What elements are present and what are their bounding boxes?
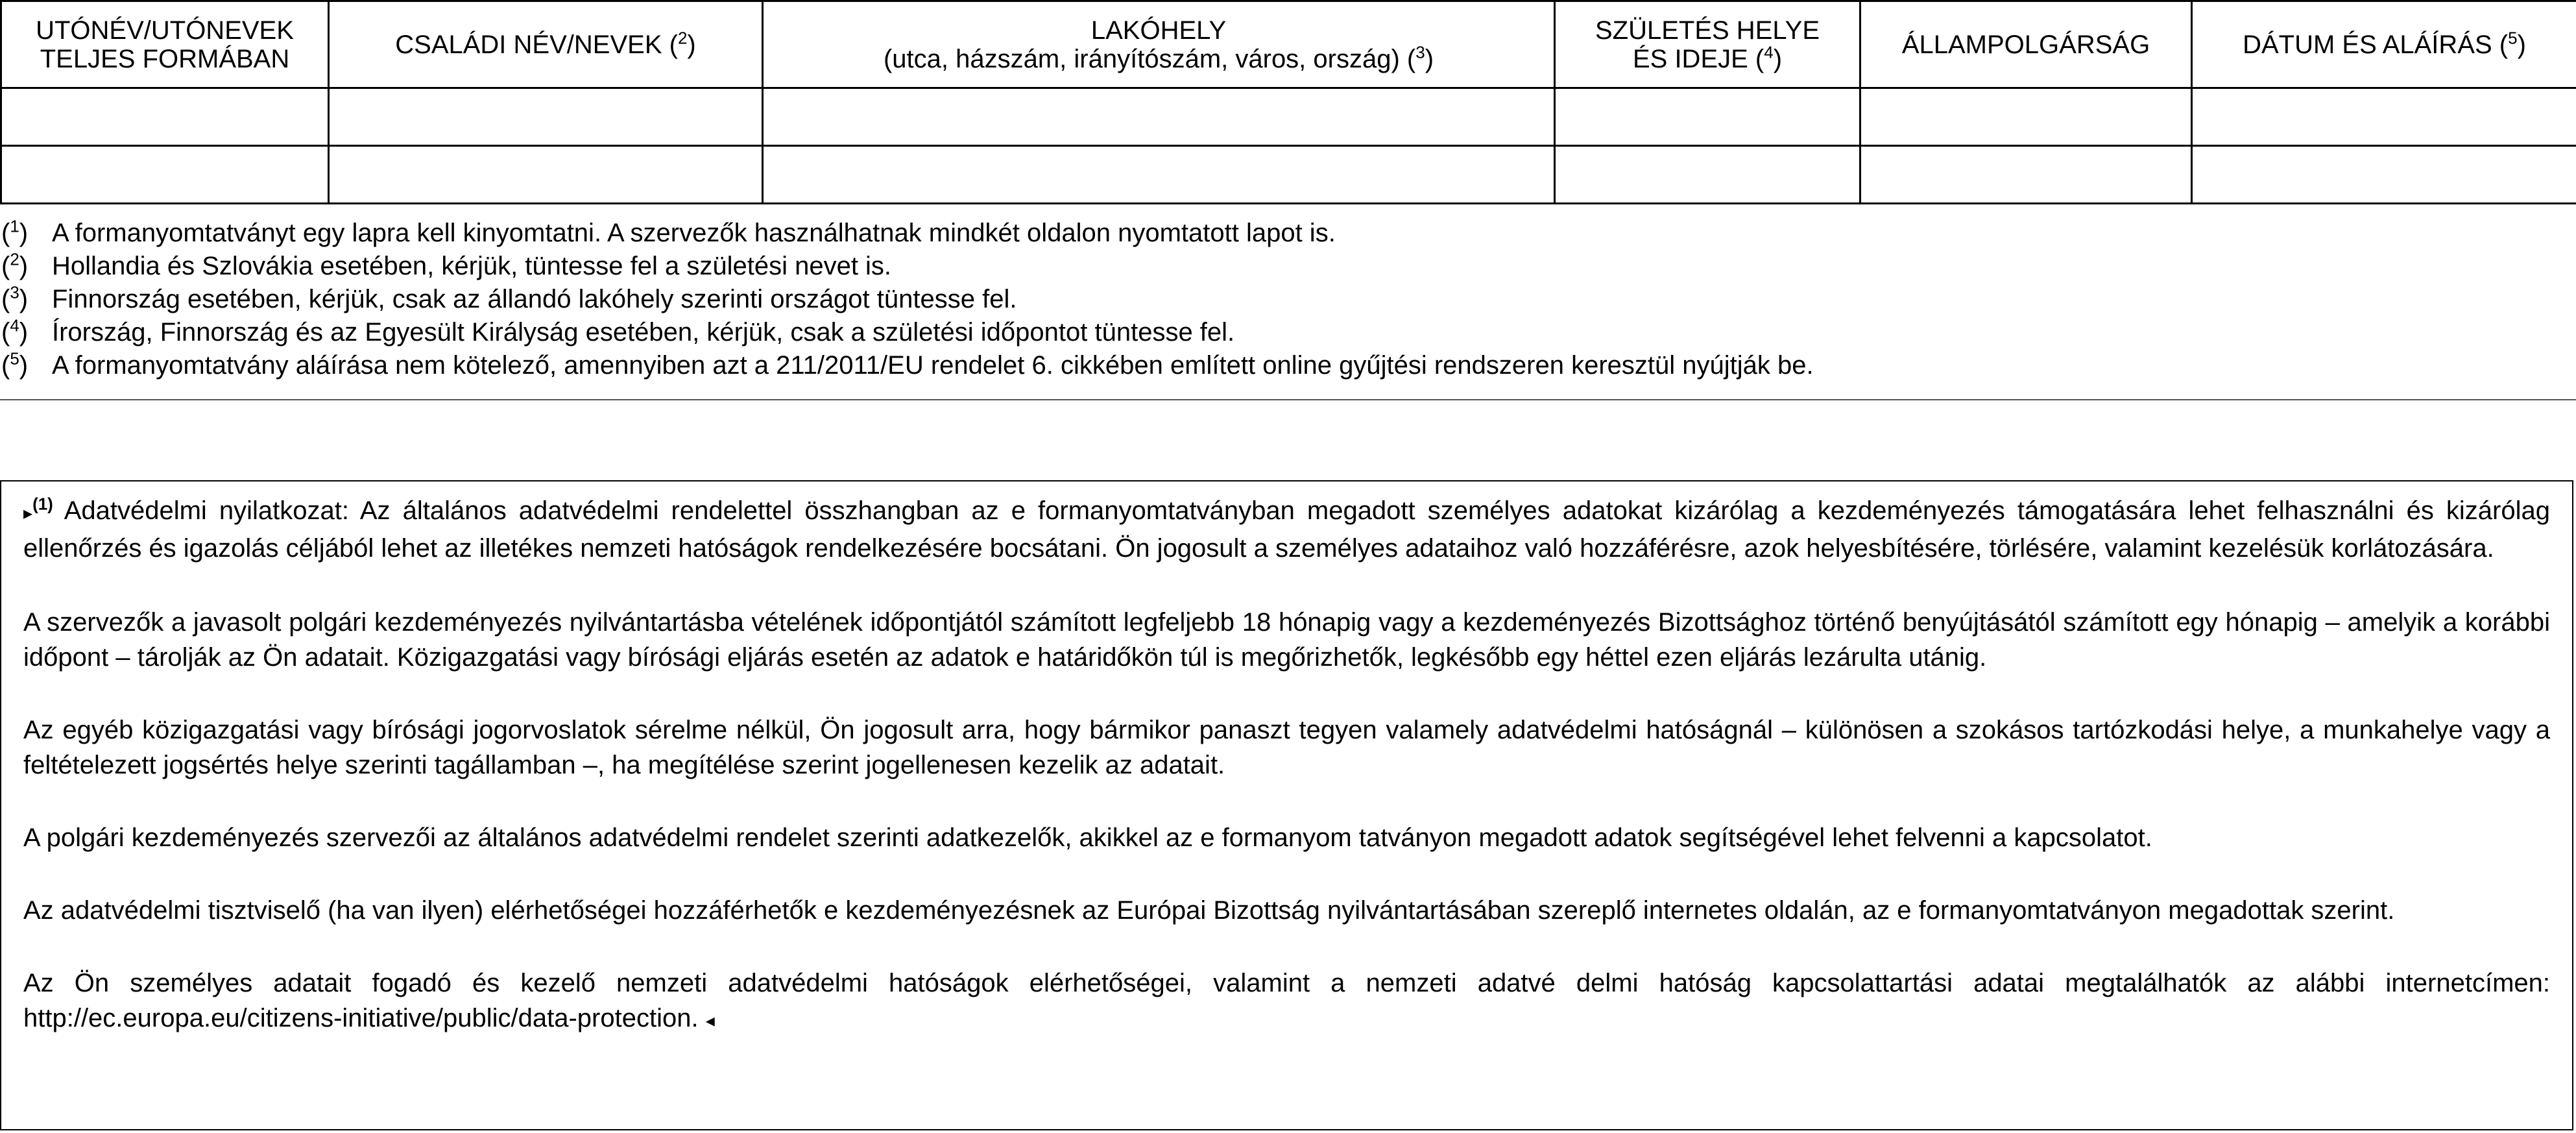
footnote	[0, 250, 2556, 283]
footnote	[0, 316, 2556, 349]
table-row	[1, 146, 2576, 204]
footnote-divider	[0, 399, 2576, 400]
table-header-row	[1, 1, 2576, 88]
footnotes	[0, 217, 2556, 382]
footnote-text: A formanyomtatvány aláírása nem kötelező, amennyiben azt a 211/2011/EU rendelet 6. cikkében említett online gyűjtési rendszeren keresztül nyújtják be.	[52, 351, 1814, 380]
footnote-number: ($^5$)	[1, 348, 29, 380]
footnote-text: A formanyomtatványt egy lapra kell kinyomtatni. A szervezők használhatnak mindkét oldalon nyomtatott lapot is.	[52, 219, 1336, 247]
footnote-number: ($^4$)	[1, 315, 29, 347]
footnote-number: ($^3$)	[1, 282, 29, 313]
privacy-paragraph: Az adatvédelmi tisztviselő (ha van ilyen) elérhetőségei hozzáférhetők e kezdeményezésnek az Európai Bizottság nyilvántartásában szereplő internetes oldalán, az e formanyomtatványon megadottak szerint.	[23, 896, 2395, 925]
header-birth-place-date: SZÜLETÉS HELYE ÉS IDEJE ($^4$)	[1555, 1, 1860, 88]
privacy-reference: (1)	[32, 494, 53, 514]
given-names-cell[interactable]	[1, 88, 329, 146]
header-date-signature: DÁTUM ÉS ALÁÍRÁS ($^5$)	[2192, 1, 2576, 88]
nationality-cell[interactable]	[1860, 146, 2192, 204]
footnote-text: Írország, Finnország és az Egyesült Királyság esetében, kérjük, csak a születési időpontot tüntesse fel.	[52, 318, 1235, 347]
privacy-paragraph: A polgári kezdeményezés szervezői az általános adatvédelmi rendelet szerinti adatkezelők, akikkel az e formanyom tatványon megadott adatok segítségével lehet felvenni a kapcsolatot.	[23, 823, 2152, 852]
birth-place-date-cell[interactable]	[1555, 88, 1860, 146]
footnote-number: ($^1$)	[1, 216, 29, 247]
header-residence: LAKÓHELY (utca, házszám, irányítószám, város, ország) ($^3$)	[763, 1, 1555, 88]
footnote-text: Hollandia és Szlovákia esetében, kérjük, tüntesse fel a születési nevet is.	[52, 252, 892, 280]
privacy-statement-box	[0, 480, 2573, 1130]
header-given-names: UTÓNÉV/UTÓNEVEK TELJES FORMÁBAN	[1, 1, 329, 88]
privacy-paragraph: A szervezők a javasolt polgári kezdeményezés nyilvántartásba vételének időpontjától számított legfeljebb 18 hónapig vagy a kezdeményezés Bizottsághoz történő benyújtásától számított egy hónapig – amelyik a korábbi időpont – tárolják az Ön adatait. Közigazgatási vagy bírósági eljárás esetén az adatok e határidőkön túl is megőrizhetők, legkésőbb egy héttel ezen eljárás lezárulta utánig.	[23, 608, 2550, 672]
privacy-paragraph: Az Ön személyes adatait fogadó és kezelő nemzeti adatvédelmi hatóságok elérhetőségei, valamint a nemzeti adatvé delmi hatóság kapcsolattartási adatai megtalálhatók az alábbi internetcímen: http://ec.europa.eu/citizens-initiative/public/data-protection. ◂	[23, 969, 2550, 1032]
residence-cell[interactable]	[763, 88, 1555, 146]
footnote-number: ($^2$)	[1, 249, 29, 280]
footnote	[0, 283, 2556, 316]
privacy-paragraph: Az egyéb közigazgatási vagy bírósági jogorvoslatok sérelme nélkül, Ön jogosult arra, hogy bármikor panaszt tegyen valamely adatvédelmi hatóságnál – különösen a szokásos tartózkodási helye, a munkahelye vagy a feltételezett jogsértés helye szerinti tagállamban –, ha megítélése szerint jogellenesen kezelik az adatait.	[23, 716, 2550, 779]
given-names-cell[interactable]	[1, 146, 329, 204]
table-row	[1, 88, 2576, 146]
signatory-table	[0, 0, 2576, 204]
footnote	[0, 217, 2556, 250]
birth-place-date-cell[interactable]	[1555, 146, 1860, 204]
footnote-text: Finnország esetében, kérjük, csak az állandó lakóhely szerinti országot tüntesse fel.	[52, 285, 1017, 313]
date-signature-cell[interactable]	[2192, 88, 2576, 146]
nationality-cell[interactable]	[1860, 88, 2192, 146]
header-family-names: CSALÁDI NÉV/NEVEK ($^2$)	[329, 1, 763, 88]
footnote	[0, 349, 2556, 382]
start-marker-icon: ▸	[23, 503, 33, 523]
header-nationality: ÁLLAMPOLGÁRSÁG	[1860, 1, 2192, 88]
end-marker-icon: ◂	[705, 1010, 715, 1030]
family-names-cell[interactable]	[329, 88, 763, 146]
residence-cell[interactable]	[763, 146, 1555, 204]
family-names-cell[interactable]	[329, 146, 763, 204]
privacy-paragraph: ▸$^{(1)}$ Adatvédelmi nyilatkozat: Az általános adatvédelmi rendelettel összhangban az e formanyomtatványban megadott személyes adatokat kizárólag a kezdeményezés támogatására lehet felhasználni és kizárólag ellenőrzés és igazolás céljából lehet az illetékes nemzeti hatóságok rendelkezésére bocsátani. Ön jogosult a személyes adataihoz való hozzáférésre, azok helyesbítésére, törlésére, valamint kezelésük korlátozására.	[23, 494, 2550, 563]
date-signature-cell[interactable]	[2192, 146, 2576, 204]
